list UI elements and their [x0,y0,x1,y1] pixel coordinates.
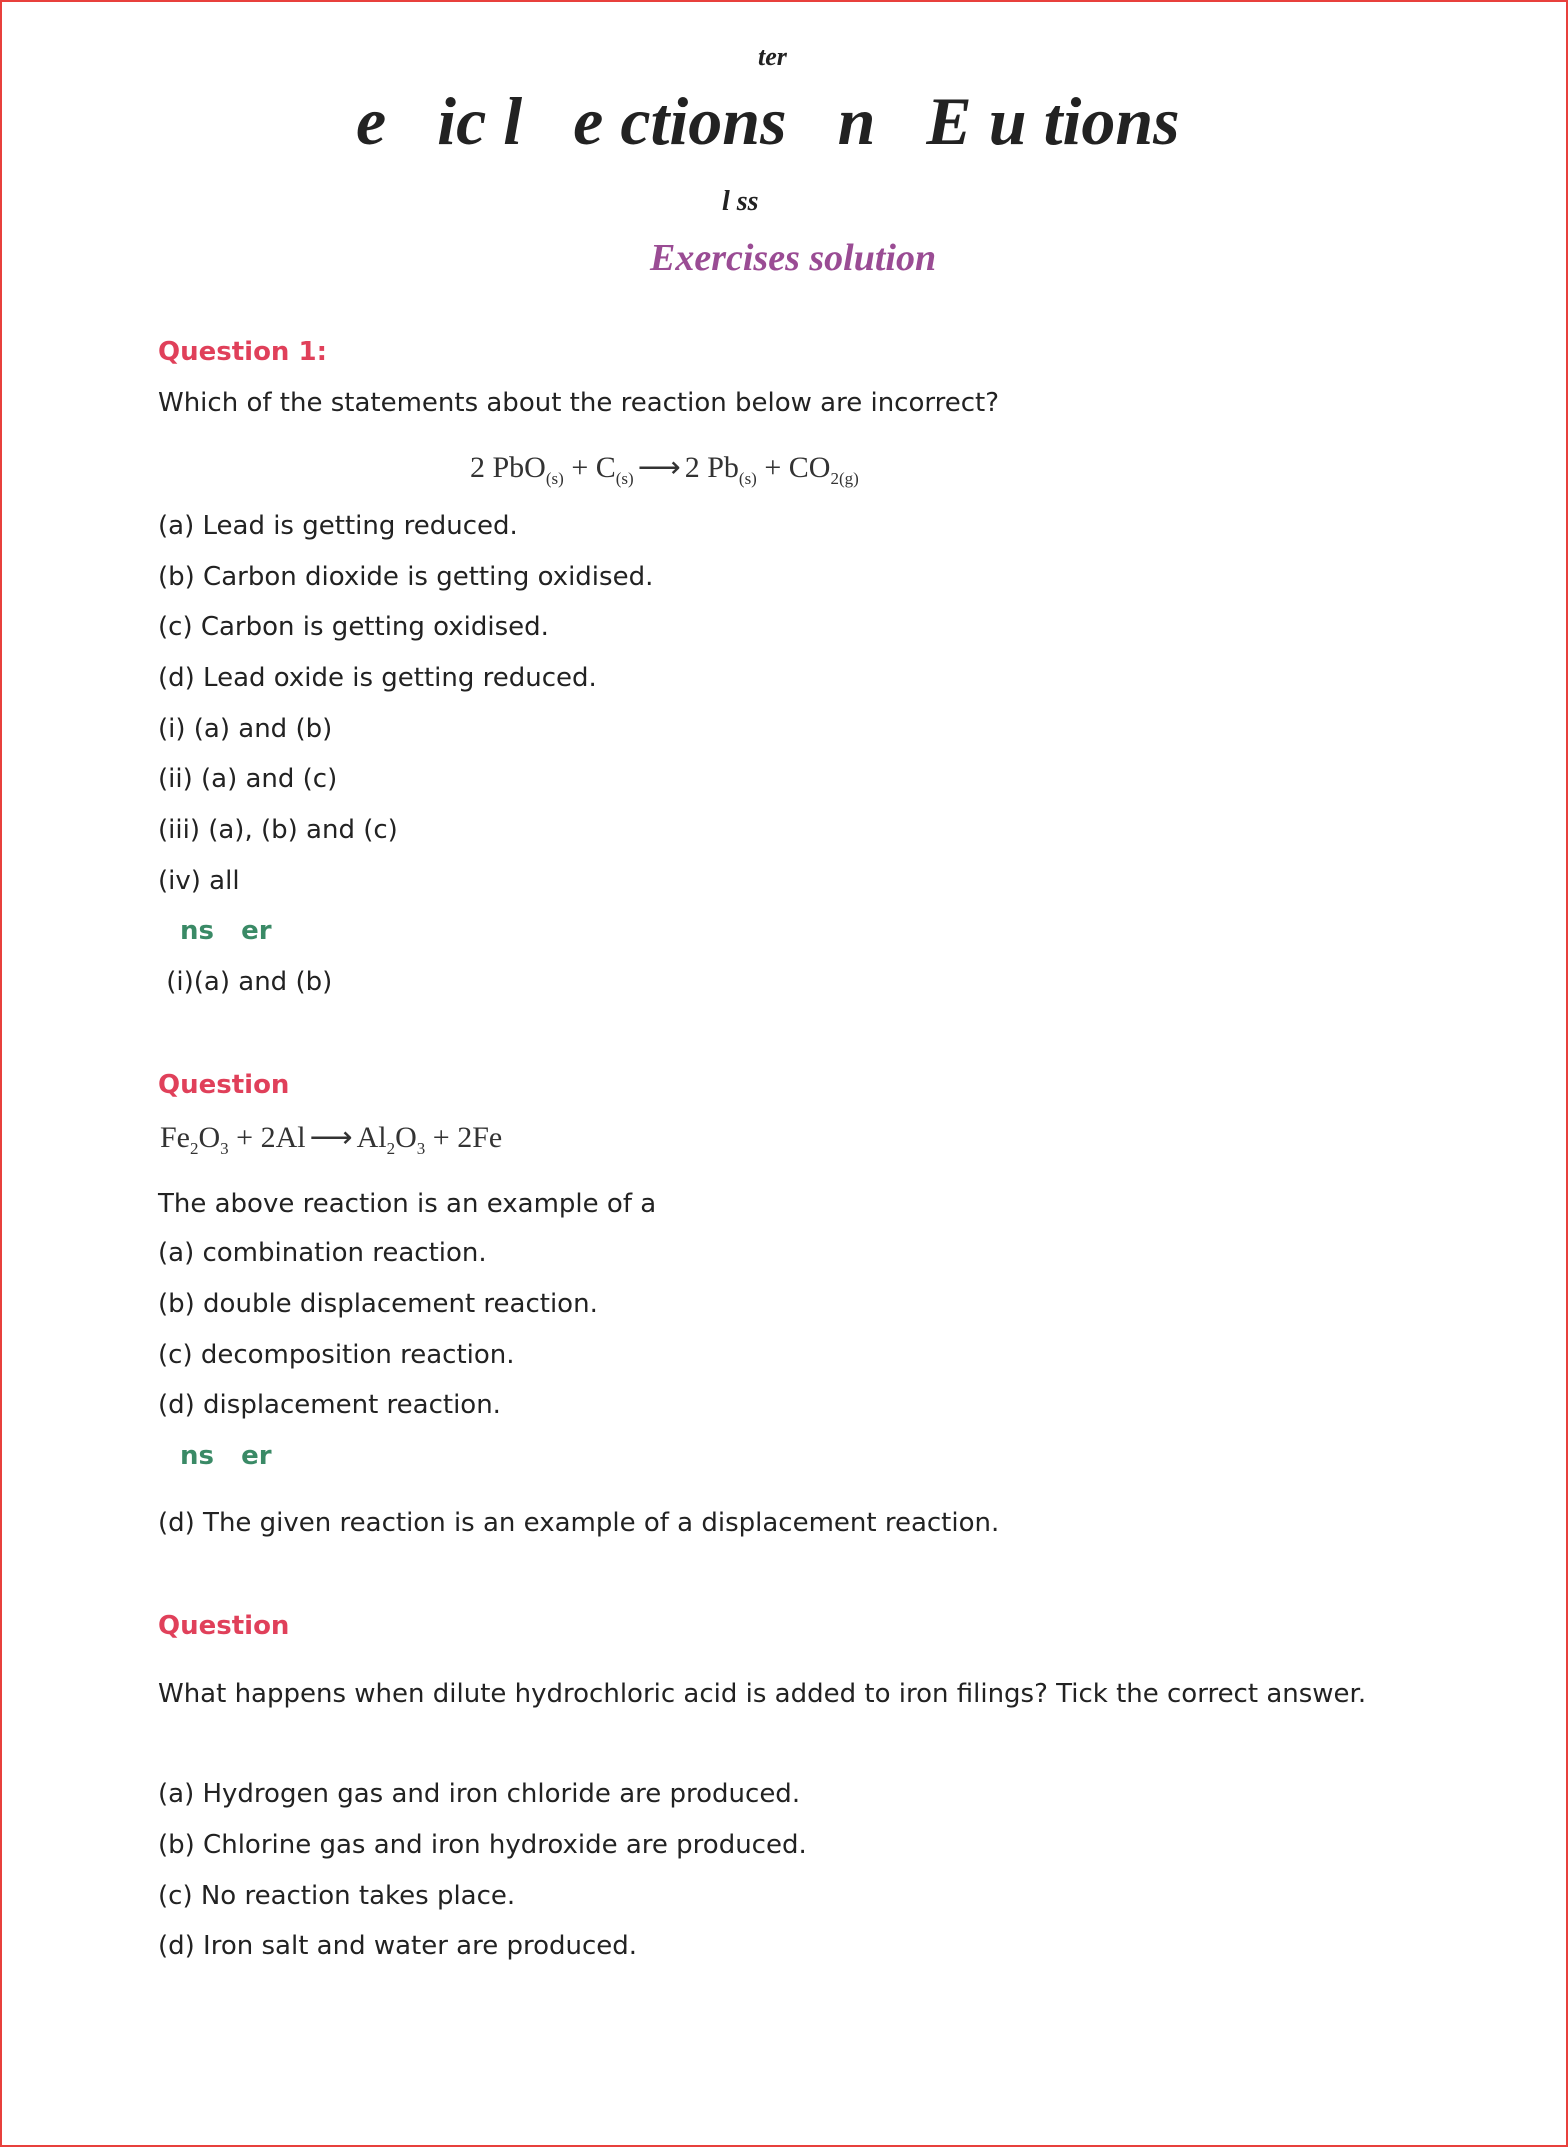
chapter-title: e ic l e ctions n E u tions [356,83,1180,159]
equation-2: $Fe_2O_3 + 2Al$ ⟶ $Al_2O_3 + 2Fe$ [160,1121,503,1158]
option: (d) Iron salt and water are produced. [158,1931,638,1961]
option: (d) Lead oxide is getting reduced. [158,663,597,693]
question-1-label: Question 1: [158,337,327,367]
option: (b) Chlorine gas and iron hydroxide are produced. [158,1830,807,1860]
answer-label: ns er [180,916,272,946]
chapter-label: ter [758,42,787,71]
question-3-label: Question [158,1611,290,1641]
option: (d) displacement reaction. [158,1390,501,1420]
option: (a) combination reaction. [158,1238,487,1268]
equation-1: 2 $PbO_{(s)} + C_{(s)}$ ⟶ 2 $Pb_{(s)} + CO_{2(g)}$ [470,451,859,488]
answer-text: (d) The given reaction is an example of a displacement reaction. [158,1508,1000,1538]
option: (b) double displacement reaction. [158,1289,598,1319]
question-2-label: Question [158,1070,290,1100]
question-1-text: Which of the statements about the reaction below are incorrect? [158,388,1000,418]
answer-text: (i)(a) and (b) [158,967,333,997]
question-2-text: The above reaction is an example of a [158,1189,657,1219]
option: (c) Carbon is getting oxidised. [158,612,549,642]
option: (ii) (a) and (c) [158,764,338,794]
answer-label: ns er [180,1441,272,1471]
option: (c) No reaction takes place. [158,1881,516,1911]
question-3-text: What happens when dilute hydrochloric acid is added to iron filings? Tick the correct answer. [158,1679,1367,1709]
exercises-subtitle: Exercises solution [650,237,937,279]
option: (a) Hydrogen gas and iron chloride are produced. [158,1779,801,1809]
option: (iv) all [158,866,240,896]
option: (c) decomposition reaction. [158,1340,515,1370]
option: (i) (a) and (b) [158,714,333,744]
option: (a) Lead is getting reduced. [158,511,518,541]
option: (b) Carbon dioxide is getting oxidised. [158,562,654,592]
option: (iii) (a), (b) and (c) [158,815,398,845]
class-label: l ss [722,186,759,217]
